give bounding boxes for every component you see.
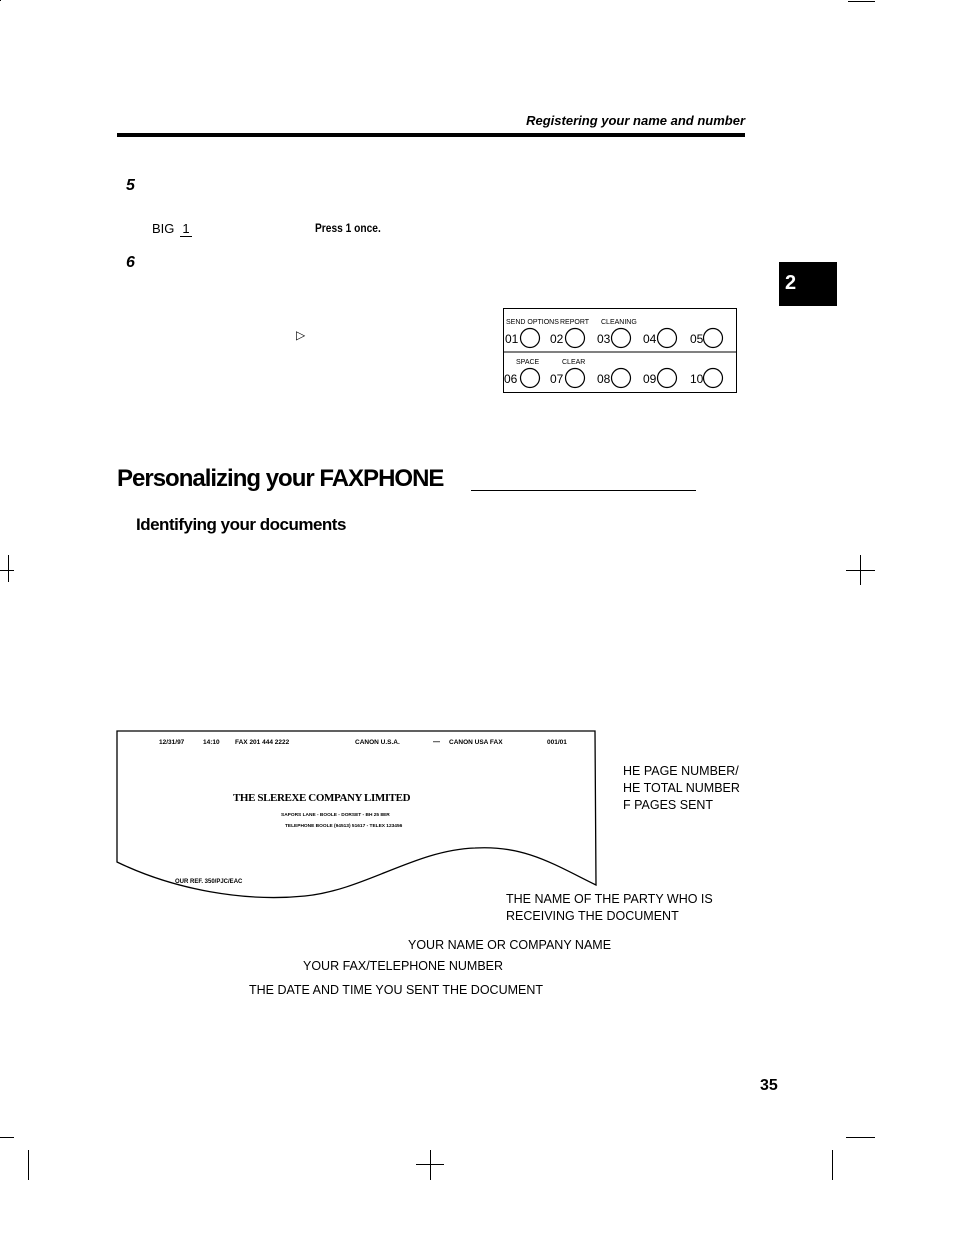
header-rule [117,133,745,137]
crop-mark [0,0,1,1]
page-number: 35 [760,1077,778,1094]
subsection-title: Identifying your documents [136,515,346,534]
big-key-row [152,221,192,237]
one-touch-button[interactable] [658,329,677,348]
crop-mark [860,555,861,585]
panel-label-clear: CLEAR [562,359,586,366]
panel-label-report: REPORT [560,319,590,326]
one-touch-key-label: 07 [550,372,564,386]
crop-mark [848,1,875,2]
one-touch-key-label: 08 [597,372,611,386]
panel-label-send-options: SEND OPTIONS [506,319,559,326]
callout-your-name: YOUR NAME OR COMPANY NAME [408,938,612,952]
callout-your-number: YOUR FAX/TELEPHONE NUMBER [303,959,504,973]
running-header-title: Registering your name and number [526,113,745,128]
fax-address-line-1: SAPORS LANE - BOOLE - DORSET - BH 25 8ER [281,813,390,818]
chapter-tab: 2 [779,262,837,306]
one-touch-button[interactable] [521,369,540,388]
step-number-5: 5 [126,177,135,194]
one-touch-key-label: 04 [643,332,657,346]
fax-header-receiver: CANON USA FAX [449,739,503,746]
fax-header-dash: — [433,739,440,746]
fax-header-time: 14:10 [203,739,220,746]
one-touch-button[interactable] [612,329,631,348]
step-number-6: 6 [126,254,135,271]
callout-page-number: HE PAGE NUMBER/ HE TOTAL NUMBER F PAGES SENT [623,764,740,812]
key-1: 1 [182,221,190,236]
crop-mark [0,1137,14,1138]
crop-mark [28,1150,29,1180]
crop-mark [8,555,9,582]
one-touch-key-label: 09 [643,372,657,386]
fax-footer-reference: OUR REF. 350/PJC/EAC [175,879,243,885]
section-rule [471,490,696,491]
panel-label-space: SPACE [516,359,540,366]
one-touch-button[interactable] [704,329,723,348]
press-instruction: Press 1 once. [315,221,381,235]
fax-header-sender: CANON U.S.A. [355,739,400,746]
one-touch-button[interactable] [704,369,723,388]
crop-mark [0,570,14,571]
one-touch-key-label: 05 [690,332,704,346]
fax-header-date: 12/31/97 [159,739,185,746]
one-touch-button[interactable] [566,369,585,388]
one-touch-key-label: 02 [550,332,564,346]
big-label: BIG [152,221,175,236]
fax-company-name: THE SLEREXE COMPANY LIMITED [233,792,411,804]
one-touch-key-label: 03 [597,332,611,346]
fax-header-page: 001/01 [547,739,567,746]
one-touch-key-label: 10 [690,372,704,386]
crop-mark [832,1150,833,1180]
panel-label-cleaning: CLEANING [601,319,637,326]
fax-address-line-2: TELEPHONE BOOLE (94513) 51617 - TELEX 123456 [285,824,403,829]
one-touch-key-label: 01 [505,332,519,346]
fax-sample-illustration [115,730,600,902]
one-touch-button[interactable] [521,329,540,348]
one-touch-button[interactable] [612,369,631,388]
arrow-icon: ▷ [296,328,306,342]
crop-mark [846,1137,875,1138]
section-title: Personalizing your FAXPHONE [117,465,444,492]
callout-receiving-party: THE NAME OF THE PARTY WHO IS RECEIVING THE DOCUMENT [506,892,713,923]
fax-header-fax-number: FAX 201 444 2222 [235,739,290,746]
one-touch-button[interactable] [566,329,585,348]
one-touch-key-label: 06 [504,372,518,386]
one-touch-panel [503,308,738,394]
callout-date-time: THE DATE AND TIME YOU SENT THE DOCUMENT [249,983,544,997]
crop-mark [430,1150,431,1180]
one-touch-button[interactable] [658,369,677,388]
